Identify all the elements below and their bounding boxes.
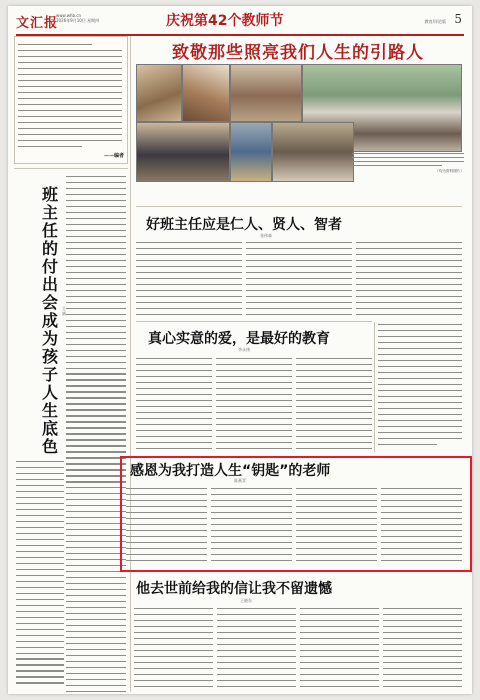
photo-couple-seated	[136, 122, 230, 182]
article-4-title: 他去世前给我的信让我不留遗憾	[136, 581, 332, 597]
foreword-box	[14, 36, 128, 164]
festival-banner-title: 庆祝第42个教师节	[166, 13, 284, 29]
photo-collage	[136, 64, 462, 204]
page-number: 5	[454, 12, 462, 26]
article-4-author: 王晓东	[240, 598, 252, 603]
logo-subtitle: www.whb.cn 2026年9月10日 星期四	[56, 13, 100, 23]
side-article-body-left	[16, 461, 64, 688]
article-4-body	[134, 608, 462, 692]
article-2-author: 李永康	[238, 347, 250, 352]
article-2-body	[136, 358, 372, 454]
article-2-title: 真心实意的爱，是最好的教育	[148, 331, 330, 347]
photo-caption-note: （均为资料图片）	[435, 169, 464, 173]
photo-classroom	[136, 64, 182, 122]
newspaper-logo: 文汇报	[16, 16, 59, 31]
side-article-title: 班主任的付出会成为孩子人生底色	[42, 185, 59, 456]
photo-caption	[352, 153, 464, 174]
main-headline: 致敬那些照亮我们人生的引路人	[172, 43, 424, 63]
foreword-author: ——编者	[103, 152, 124, 159]
article-1-body	[136, 242, 462, 320]
article-3-title: 感恩为我打造人生“钥匙”的老师	[130, 463, 331, 479]
side-article-body	[66, 176, 126, 694]
article-1-title: 好班主任应是仁人、贤人、智者	[146, 217, 342, 233]
newspaper-page	[8, 6, 472, 694]
photo-students	[272, 122, 354, 182]
photo-group-indoor	[230, 64, 302, 122]
article-3-author: 陈燕青	[234, 478, 246, 483]
article-3-body	[126, 488, 462, 566]
photo-teacher-student	[182, 64, 230, 122]
article-1-continued	[378, 324, 462, 450]
section-label: 教育/评论版	[424, 19, 446, 24]
foreword-text-lines	[18, 44, 124, 147]
article-1-author: 张伟森	[260, 233, 272, 238]
side-article-author: 王斌	[62, 306, 66, 316]
photo-workers	[230, 122, 272, 182]
masthead	[16, 10, 464, 36]
